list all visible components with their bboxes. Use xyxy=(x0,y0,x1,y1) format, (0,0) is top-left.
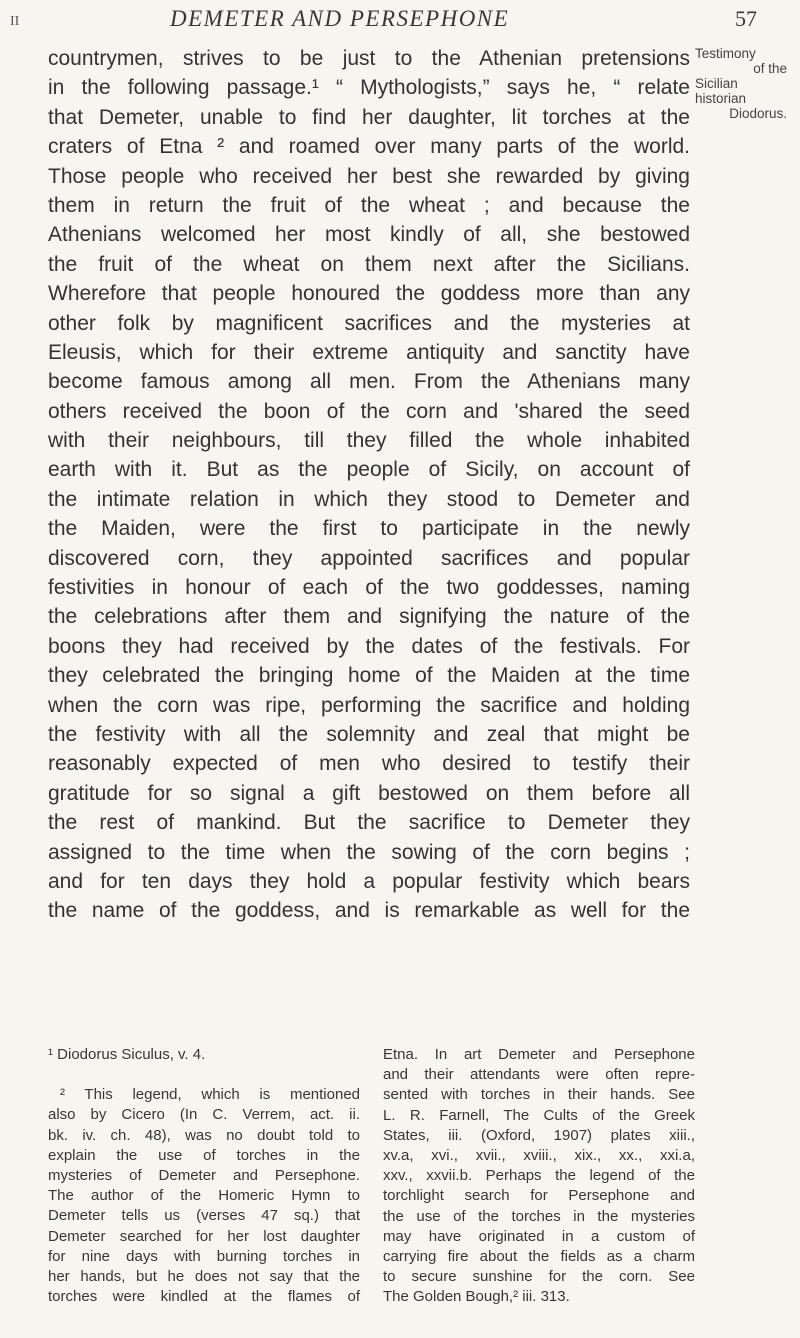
footnote-line: explain the use of torches in the xyxy=(48,1146,360,1164)
footnote-line: for nine days with burning torches in xyxy=(48,1247,360,1265)
body-line: the rest of mankind. But the sacrifice to Demeter they xyxy=(48,811,690,835)
body-line: Athenians welcomed her most kindly of all, she bestowed xyxy=(48,223,690,247)
body-line: boons they had received by the dates of the festivals. For xyxy=(48,634,690,658)
footnote-line: carrying fire about the fields as a charm xyxy=(383,1247,695,1265)
margin-note-line: Testimony xyxy=(695,46,756,61)
body-line: craters of Etna ² and roamed over many parts of the world. xyxy=(48,135,690,159)
body-line: the celebrations after them and signifying the nature of the xyxy=(48,605,690,629)
body-text xyxy=(48,44,690,926)
body-line: discovered corn, they appointed sacrifices and popular xyxy=(48,546,690,570)
footnote-line: L. R. Farnell, The Cults of the Greek xyxy=(383,1106,695,1124)
body-line: when the corn was ripe, performing the sacrifice and holding xyxy=(48,693,690,717)
footnote-line: The Golden Bough,² iii. 313. xyxy=(383,1288,570,1306)
body-line: them in return the fruit of the wheat ; and because the xyxy=(48,193,690,217)
body-line: Eleusis, which for their extreme antiquity and sanctity have xyxy=(48,340,690,364)
footnote-line: mysteries of Demeter and Persephone. xyxy=(48,1166,360,1184)
margin-note-line: of the xyxy=(753,61,787,76)
footnote-line: sented with torches in their hands. See xyxy=(383,1086,695,1104)
footnote-line: torches were kindled at the flames of xyxy=(48,1288,360,1306)
body-line: reasonably expected of men who desired to testify their xyxy=(48,752,690,776)
footnote-line: the use of the torches in the mysteries xyxy=(383,1207,695,1225)
chapter-number: II xyxy=(10,14,20,29)
body-line: they celebrated the bringing home of the Maiden at the time xyxy=(48,664,690,688)
body-line: earth with it. But as the people of Sicily, on account of xyxy=(48,458,690,482)
body-line: others received the boon of the corn and 'shared the seed xyxy=(48,399,690,423)
body-line: assigned to the time when the sowing of the corn begins ; xyxy=(48,840,690,864)
footnote-line: and their attendants were often repre- xyxy=(383,1066,695,1084)
margin-note-line: Sicilian xyxy=(695,76,738,91)
running-title: DEMETER AND PERSEPHONE xyxy=(170,6,510,31)
body-line: that Demeter, unable to find her daughter, lit torches at the xyxy=(48,105,690,129)
footnote-line: ² This legend, which is mentioned xyxy=(60,1086,360,1104)
footnote-line: torchlight search for Persephone and xyxy=(383,1187,695,1205)
margin-note-line: Diodorus. xyxy=(729,106,787,121)
body-line: the Maiden, were the first to participate in the newly xyxy=(48,517,690,541)
body-line: Wherefore that people honoured the goddess more than any xyxy=(48,282,690,306)
body-line: other folk by magnificent sacrifices and the mysteries at xyxy=(48,311,690,335)
body-line: the name of the goddess, and is remarkable as well for the xyxy=(48,899,690,923)
footnote-line: Demeter tells us (verses 47 sq.) that xyxy=(48,1207,360,1225)
footnote-line: also by Cicero (In C. Verrem, act. ii. xyxy=(48,1106,360,1124)
body-line: the fruit of the wheat on them next after the Sicilians. xyxy=(48,252,690,276)
footnote-line: The author of the Homeric Hymn to xyxy=(48,1187,360,1205)
footnote-line: bk. iv. ch. 48), was no doubt told to xyxy=(48,1126,360,1144)
footnotes-left-column xyxy=(48,1045,360,1307)
body-line: countrymen, strives to be just to the Athenian pretensions xyxy=(48,47,690,70)
footnote-line: xv.a, xvi., xvii., xviii., xix., xx., xxi.a, xyxy=(383,1146,695,1164)
body-line: become famous among all men. From the Athenians many xyxy=(48,370,690,394)
page-header xyxy=(0,4,800,34)
body-line: the festivity with all the solemnity and zeal that might be xyxy=(48,722,690,746)
body-line: with their neighbours, till they filled the whole inhabited xyxy=(48,429,690,453)
footnote-line: her hands, but he does not say that the xyxy=(48,1267,360,1285)
footnote-line: Demeter searched for her lost daughter xyxy=(48,1227,360,1245)
body-line: in the following passage.¹ “ Mythologists,” says he, “ relate xyxy=(48,76,690,100)
body-line: gratitude for so signal a gift bestowed on them before all xyxy=(48,781,690,805)
footnote-line: to secure sunshine for the corn. See xyxy=(383,1268,695,1286)
margin-note xyxy=(695,46,795,121)
page-number: 57 xyxy=(735,6,757,31)
footnote-line: States, iii. (Oxford, 1907) plates xiii., xyxy=(383,1126,695,1144)
body-line: the intimate relation in which they stood to Demeter and xyxy=(48,487,690,511)
body-line: and for ten days they hold a popular festivity which bears xyxy=(48,869,690,893)
margin-note-line: historian xyxy=(695,91,747,106)
footnote-line: ¹ Diodorus Siculus, v. 4. xyxy=(48,1046,206,1063)
footnote-line: may have originated in a custom of xyxy=(383,1227,695,1245)
body-line: Those people who received her best she rewarded by giving xyxy=(48,164,690,188)
body-line: festivities in honour of each of the two goddesses, naming xyxy=(48,576,690,600)
footnotes-right-column xyxy=(383,1045,695,1307)
footnote-line: Etna. In art Demeter and Persephone xyxy=(383,1046,695,1063)
footnote-line: xxv., xxvii.b. Perhaps the legend of the xyxy=(383,1167,695,1185)
